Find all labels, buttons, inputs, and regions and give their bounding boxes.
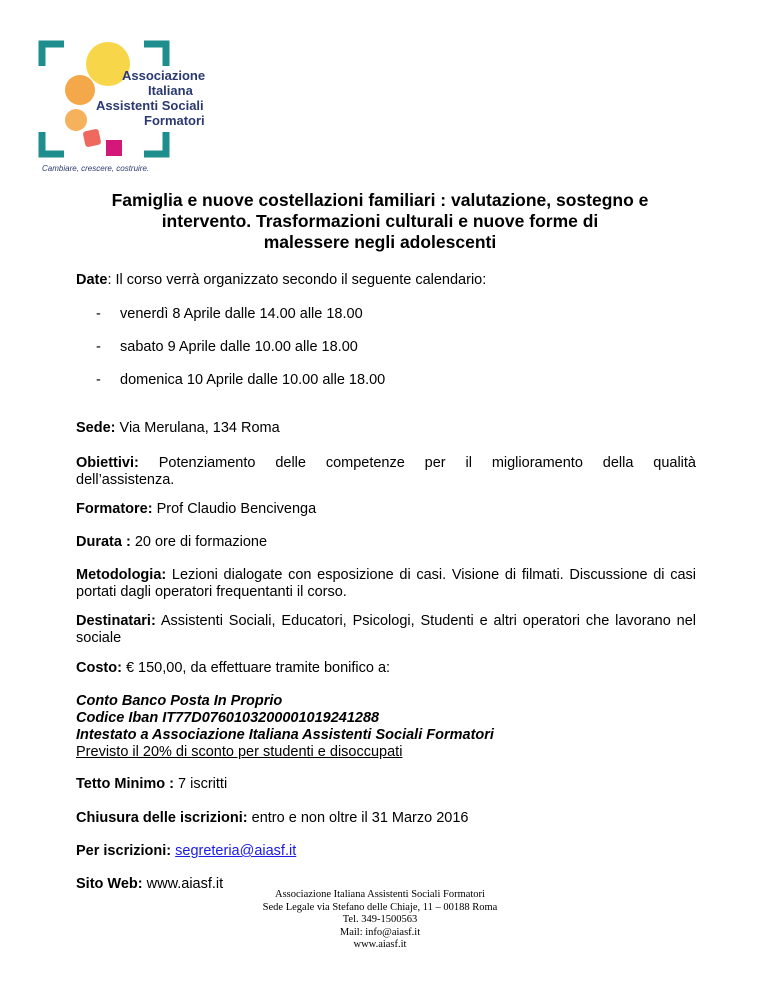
obiettivi-line-1	[76, 455, 696, 472]
tetto-label: Tetto Minimo :	[76, 776, 174, 792]
metodologia-text: Lezioni dialogate con esposizione di casi. Visione di filmati. Discussione di casi portati dagli operatori frequentanti il corso.	[76, 567, 696, 600]
logo-tagline: Cambiare, crescere, costruire.	[42, 164, 150, 173]
date-text: : Il corso verrà organizzato secondo il seguente calendario:	[107, 272, 487, 288]
iscrizioni-paragraph	[76, 843, 696, 860]
email-link[interactable]: segreteria@aiasf.it	[175, 843, 297, 859]
footer-mail: Mail: info@aiasf.it	[339, 926, 421, 938]
list-dash: -	[96, 306, 101, 322]
footer-website: www.aiasf.it	[353, 939, 407, 950]
association-logo	[38, 40, 238, 180]
logo-line-4: Formatori	[144, 113, 205, 128]
schedule-item-1: venerdì 8 Aprile dalle 14.00 alle 18.00	[120, 306, 363, 322]
obiettivi-line-2: dell’assistenza.	[76, 472, 175, 488]
logo-bracket-top-left	[42, 44, 64, 66]
logo-line-3: Assistenti Sociali	[96, 98, 204, 113]
bank-details	[76, 693, 494, 761]
date-label: Date	[76, 272, 108, 288]
durata-paragraph	[76, 534, 696, 551]
title-line-2: intervento. Trasformazioni culturali e nuove forme di	[161, 211, 599, 231]
list-item	[96, 306, 363, 323]
logo-bracket-bottom-right	[144, 132, 166, 154]
obiettivi-text: Potenziamento delle competenze per il miglioramento della qualità	[138, 455, 696, 471]
costo-label: Costo:	[76, 660, 122, 676]
logo-line-2: Italiana	[148, 83, 193, 98]
chiusura-text: entro e non oltre il 31 Marzo 2016	[247, 810, 469, 826]
chiusura-label: Chiusura delle iscrizioni:	[76, 810, 248, 826]
bank-iban: Codice Iban IT77D0760103200001019241288	[76, 710, 380, 726]
logo-line-1: Associazione	[122, 68, 206, 83]
metodologia-label: Metodologia:	[76, 567, 167, 583]
bank-holder: Intestato a Associazione Italiana Assistenti Sociali Formatori	[76, 727, 494, 743]
costo-paragraph	[76, 660, 696, 677]
costo-text: € 150,00, da effettuare tramite bonifico a:	[121, 660, 391, 676]
title-line-1: Famiglia e nuove costellazioni familiari : valutazione, sostegno e	[111, 190, 649, 210]
list-item	[96, 339, 358, 356]
logo-salmon-square	[83, 129, 102, 148]
list-item	[96, 372, 385, 389]
formatore-text: Prof Claudio Bencivenga	[152, 501, 317, 517]
discount-note: Previsto il 20% di sconto per studenti e disoccupati	[76, 744, 403, 760]
schedule-item-2: sabato 9 Aprile dalle 10.00 alle 18.00	[120, 339, 358, 355]
sede-label: Sede:	[76, 420, 116, 436]
footer-org: Associazione Italiana Assistenti Sociali Formatori	[275, 889, 485, 900]
footer-address: Sede Legale via Stefano delle Chiaje, 11 – 00188 Roma	[262, 901, 498, 913]
obiettivi-paragraph	[76, 455, 696, 489]
iscrizioni-label: Per iscrizioni:	[76, 843, 172, 859]
title-line-3: malessere negli adolescenti	[263, 232, 497, 252]
destinatari-label: Destinatari:	[76, 613, 156, 629]
obiettivi-label: Obiettivi:	[76, 455, 139, 471]
sede-paragraph	[76, 420, 696, 437]
destinatari-text: Assistenti Sociali, Educatori, Psicologi, Studenti e altri operatori che lavorano nel sociale	[76, 613, 696, 646]
schedule-item-3: domenica 10 Aprile dalle 10.00 alle 18.00	[120, 372, 386, 388]
metodologia-paragraph	[76, 567, 696, 601]
list-dash: -	[96, 339, 101, 355]
logo-bracket-top-right	[144, 44, 166, 66]
list-dash: -	[96, 372, 101, 388]
durata-text: 20 ore di formazione	[130, 534, 268, 550]
footer	[230, 889, 530, 952]
destinatari-paragraph	[76, 613, 696, 647]
logo-orange-circle	[65, 75, 95, 105]
bank-account: Conto Banco Posta In Proprio	[76, 693, 283, 709]
formatore-paragraph	[76, 501, 696, 518]
course-title	[20, 190, 740, 253]
durata-label: Durata :	[76, 534, 131, 550]
formatore-label: Formatore:	[76, 501, 153, 517]
tetto-text: 7 iscritti	[174, 776, 228, 792]
date-paragraph	[76, 272, 696, 289]
sito-text: www.aiasf.it	[142, 876, 224, 892]
logo-small-orange-circle	[65, 109, 87, 131]
sito-label: Sito Web:	[76, 876, 143, 892]
tetto-paragraph	[76, 776, 696, 793]
logo-magenta-square	[106, 140, 122, 156]
footer-phone: Tel. 349-1500563	[342, 914, 418, 925]
logo-bracket-bottom-left	[42, 132, 64, 154]
sede-text: Via Merulana, 134 Roma	[115, 420, 280, 436]
chiusura-paragraph	[76, 810, 696, 827]
